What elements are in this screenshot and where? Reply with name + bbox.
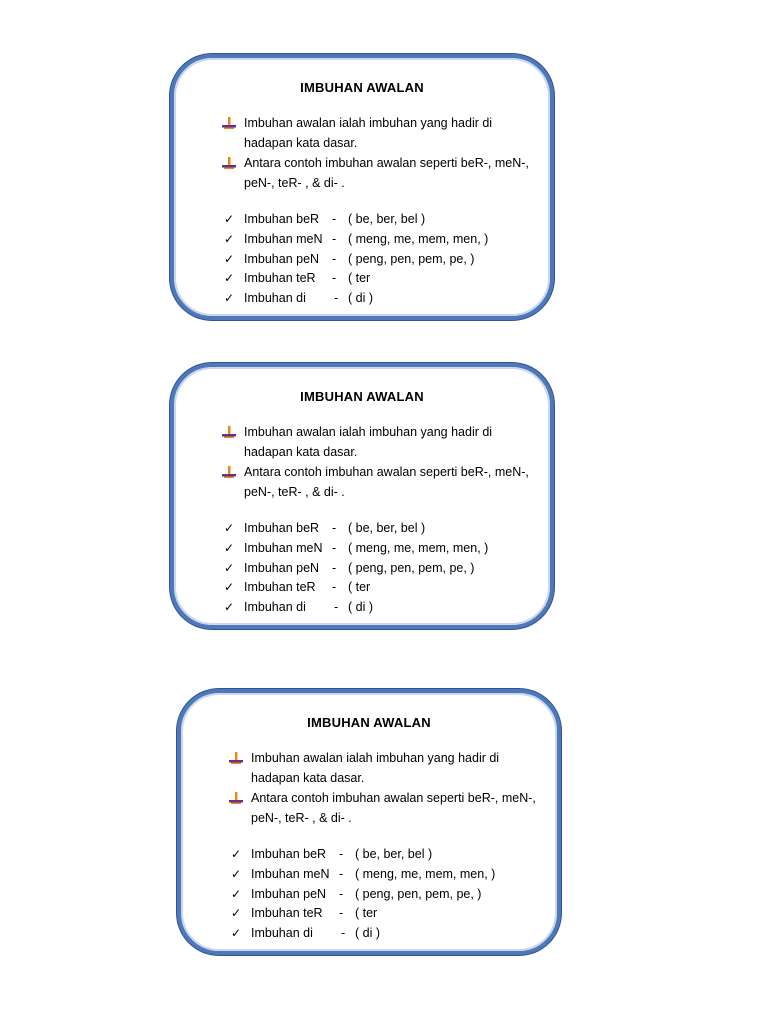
tack-bullet-icon [229, 752, 243, 764]
item-label: Imbuhan beR [244, 212, 320, 226]
item-label: Imbuhan peN [244, 251, 320, 266]
check-mark-icon: ✓ [231, 926, 242, 941]
check-item [229, 904, 559, 924]
check-mark-icon: ✓ [224, 600, 235, 615]
check-mark-icon: ✓ [231, 886, 242, 901]
bullet-line: Imbuhan awalan ialah imbuhan yang hadir di [244, 425, 493, 439]
item-label: Imbuhan meN [244, 231, 323, 246]
check-item [229, 885, 559, 905]
item-label: Imbuhan peN [251, 886, 327, 901]
item-label: Imbuhan teR [244, 580, 316, 595]
bullet-item [222, 422, 542, 462]
item-value: ( meng, me, mem, men, ) [355, 866, 496, 881]
bullet-line: peN-, teR- , & di- . [251, 811, 352, 825]
check-mark-icon: ✓ [224, 521, 235, 535]
item-label: Imbuhan di [244, 291, 306, 306]
check-item [222, 250, 552, 270]
bullet-line: hadapan kata dasar. [244, 136, 358, 150]
check-item [222, 539, 552, 559]
check-mark-icon: ✓ [231, 866, 242, 881]
check-item [222, 289, 552, 309]
item-value: ( meng, me, mem, men, ) [348, 231, 489, 246]
item-value: ( di ) [348, 600, 373, 615]
card-3 [177, 689, 561, 955]
bullet-line: Antara contoh imbuhan awalan seperti beR-, meN-, [244, 465, 529, 479]
item-label: Imbuhan peN [244, 560, 320, 575]
bullet-item [229, 748, 549, 788]
item-dash: - [339, 847, 344, 861]
bullet-line: Antara contoh imbuhan awalan seperti beR-, meN-, [244, 156, 529, 170]
item-label: Imbuhan beR [244, 521, 320, 535]
tack-bullet-icon [222, 426, 236, 438]
item-value: ( peng, pen, pem, pe, ) [355, 886, 482, 901]
check-item [229, 845, 559, 865]
item-value: ( peng, pen, pem, pe, ) [348, 560, 475, 575]
item-value: ( peng, pen, pem, pe, ) [348, 251, 475, 266]
bullet-line: hadapan kata dasar. [251, 771, 365, 785]
check-mark-icon: ✓ [224, 271, 235, 286]
bullet-list [229, 748, 549, 828]
tack-bullet-icon [229, 792, 243, 804]
item-label: Imbuhan meN [244, 540, 323, 555]
item-value: ( ter [355, 906, 378, 921]
check-mark-icon: ✓ [224, 291, 235, 306]
item-dash: - [339, 866, 344, 881]
card-1 [170, 54, 554, 320]
check-item [229, 865, 559, 885]
bullet-item [229, 788, 549, 828]
tack-bullet-icon [222, 157, 236, 169]
item-label: Imbuhan meN [251, 866, 330, 881]
bullet-item [222, 113, 542, 153]
item-value: ( di ) [348, 291, 373, 306]
check-mark-icon: ✓ [224, 560, 235, 575]
card-title: IMBUHAN AWALAN [300, 80, 424, 95]
item-value: ( be, ber, bel ) [355, 847, 433, 861]
item-label: Imbuhan teR [244, 271, 316, 286]
item-dash: - [332, 271, 337, 286]
check-item [222, 598, 552, 618]
item-value: ( be, ber, bel ) [348, 212, 426, 226]
card-2 [170, 363, 554, 629]
tack-bullet-icon [222, 466, 236, 478]
check-item [222, 269, 552, 289]
item-dash: - [341, 926, 346, 941]
tack-bullet-icon [222, 117, 236, 129]
check-item [222, 230, 552, 250]
check-mark-icon: ✓ [231, 906, 242, 921]
check-item [222, 519, 552, 539]
item-label: Imbuhan beR [251, 847, 327, 861]
check-item [222, 210, 552, 230]
bullet-item [222, 462, 542, 502]
check-item [222, 559, 552, 579]
item-dash: - [332, 540, 337, 555]
item-dash: - [332, 231, 337, 246]
bullet-line: Imbuhan awalan ialah imbuhan yang hadir di [251, 751, 500, 765]
item-value: ( ter [348, 271, 371, 286]
check-item [222, 578, 552, 598]
bullet-line: Imbuhan awalan ialah imbuhan yang hadir di [244, 116, 493, 130]
bullet-line: peN-, teR- , & di- . [244, 176, 345, 190]
item-value: ( be, ber, bel ) [348, 521, 426, 535]
check-mark-icon: ✓ [224, 251, 235, 266]
check-list [222, 210, 552, 309]
bullet-list [222, 113, 542, 193]
item-dash: - [334, 291, 339, 306]
item-dash: - [332, 251, 337, 266]
card-title: IMBUHAN AWALAN [300, 389, 424, 404]
card-title: IMBUHAN AWALAN [307, 715, 431, 730]
item-label: Imbuhan di [244, 600, 306, 615]
check-mark-icon: ✓ [224, 580, 235, 595]
check-mark-icon: ✓ [224, 231, 235, 246]
item-dash: - [332, 560, 337, 575]
check-mark-icon: ✓ [224, 212, 235, 226]
bullet-line: peN-, teR- , & di- . [244, 485, 345, 499]
check-list [222, 519, 552, 618]
item-dash: - [339, 906, 344, 921]
item-dash: - [332, 212, 337, 226]
check-mark-icon: ✓ [224, 540, 235, 555]
item-dash: - [334, 600, 339, 615]
item-label: Imbuhan teR [251, 906, 323, 921]
bullet-line: Antara contoh imbuhan awalan seperti beR-, meN-, [251, 791, 536, 805]
item-label: Imbuhan di [251, 926, 313, 941]
item-dash: - [332, 521, 337, 535]
item-value: ( ter [348, 580, 371, 595]
item-value: ( meng, me, mem, men, ) [348, 540, 489, 555]
check-mark-icon: ✓ [231, 847, 242, 861]
bullet-list [222, 422, 542, 502]
bullet-item [222, 153, 542, 193]
check-item [229, 924, 559, 944]
item-dash: - [332, 580, 337, 595]
bullet-line: hadapan kata dasar. [244, 445, 358, 459]
item-value: ( di ) [355, 926, 380, 941]
check-list [229, 845, 559, 944]
item-dash: - [339, 886, 344, 901]
